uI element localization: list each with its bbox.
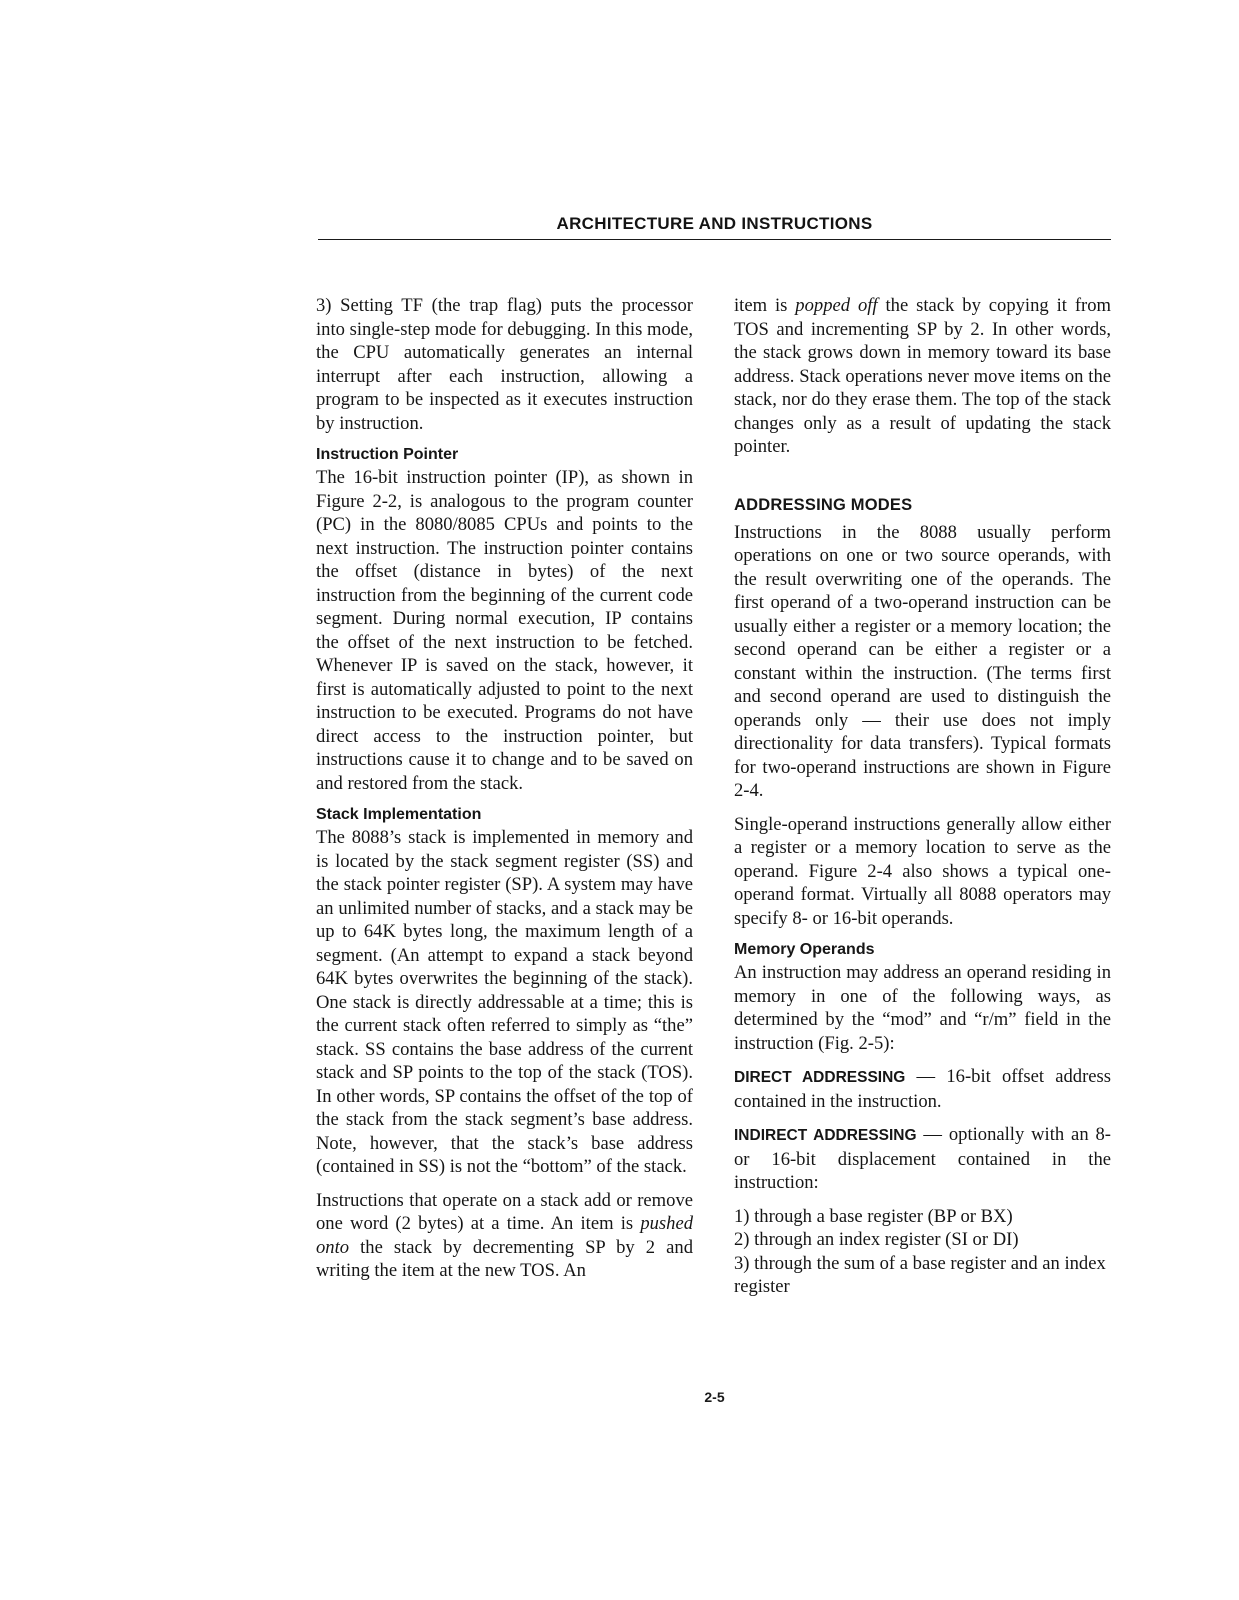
push-text-start: Instructions that operate on a stack add or remove one word (2 bytes) at a time. An item is [316, 1189, 693, 1234]
paragraph-stack-implementation: The 8088’s stack is implemented in memory and is located by the stack segment register (SS) and the stack pointer register (SP). A system may have an unlimited number of stacks, and a stack may be up to 64K bytes long, the maximum length of a segment. (An attempt to expand a stack beyond 64K bytes overwrites the beginning of the stack). One stack is directly addressable at a time; this is the current stack often referred to simply as “the” stack. SS contains the base address of the current stack and SP points to the top of the stack (TOS). In other words, SP contains the offset of the top of the stack from the stack segment’s base address. Note, however, that the stack’s base address (contained in SS) is not the “bottom” of the stack. [316, 827, 693, 1177]
heading-instruction-pointer: Instruction Pointer [316, 446, 459, 463]
indirect-addressing-label: INDIRECT ADDRESSING [734, 1127, 917, 1144]
list-item: 1) through a base register (BP or BX) [734, 1205, 1013, 1227]
push-text-end: the stack by decrementing SP by 2 and writing the item at the new TOS. An [316, 1236, 693, 1281]
indirect-addressing-list [734, 1205, 1111, 1299]
heading-memory-operands: Memory Operands [734, 941, 875, 958]
paragraph-single-operand: Single-operand instructions generally allow either a register or a memory location to serve as the operand. Figure 2-4 also shows a typical one-operand format. Virtually all 8088 operators may specify 8- or 16-bit operands. [734, 813, 1111, 929]
indirect-addressing-text: — optionally with an 8- or 16-bit displacement contained in the instruction: [734, 1124, 1111, 1193]
paragraph-push [316, 1189, 693, 1283]
header-rule [318, 239, 1111, 240]
push-emphasis: pushed onto [316, 1213, 693, 1258]
paragraph-addressing-modes: Instructions in the 8088 usually perform operations on one or two source operands, with the result overwriting one of the operands. The first operand of a two-operand instruction can be usually either a register or a memory location; the second operand can be either a register or a constant within the instruction. (The terms first and second operand are used to distinguish the operands only — their use does not imply directionality for data transfers). Typical formats for two-operand instructions are shown in Figure 2-4. [734, 521, 1111, 801]
pop-text-start: item is [734, 295, 796, 316]
heading-addressing-modes: ADDRESSING MODES [734, 495, 913, 514]
paragraph-pop [734, 294, 1111, 459]
paragraph-indirect-addressing [734, 1123, 1111, 1195]
right-column [734, 294, 1111, 1299]
paragraph-direct-addressing [734, 1065, 1111, 1113]
direct-addressing-label: DIRECT ADDRESSING [734, 1069, 906, 1086]
heading-stack-implementation: Stack Implementation [316, 806, 482, 823]
pop-text-end: the stack by copying it from TOS and incrementing SP by 2. In other words, the stack grows down in memory toward its base address. Stack operations never move items on the stack, nor do they erase them. The top of the stack changes only as a result of updating the stack pointer. [734, 295, 1112, 457]
list-item: 3) through the sum of a base register and an index register [734, 1252, 1106, 1297]
running-header: ARCHITECTURE AND INSTRUCTIONS [556, 214, 873, 233]
paragraph-instruction-pointer: The 16-bit instruction pointer (IP), as shown in Figure 2-2, is analogous to the program counter (PC) in the 8080/8085 CPUs and points to the next instruction. The instruction pointer contains the offset (distance in bytes) of the next instruction from the beginning of the current code segment. During normal execution, IP contains the offset of the next instruction to be fetched. Whenever IP is saved on the stack, however, it first is automatically adjusted to point to the next instruction to be executed. Programs do not have direct access to the instruction pointer, but instructions cause it to change and to be saved on and restored from the stack. [316, 467, 693, 794]
paragraph-trap-flag: 3) Setting TF (the trap flag) puts the processor into single-step mode for debugging. In this mode, the CPU automatically generates an internal interrupt after each instruction, allowing a program to be inspected as it executes instruction by instruction. [316, 295, 693, 434]
page-number: 2-5 [704, 1389, 725, 1405]
pop-emphasis: popped off [795, 295, 878, 316]
paragraph-memory-operands: An instruction may address an operand residing in memory in one of the following ways, as determined by the “mod” and “r/m” field in the instruction (Fig. 2-5): [734, 962, 1111, 1054]
left-column [316, 294, 693, 1293]
list-item: 2) through an index register (SI or DI) [734, 1229, 1019, 1250]
direct-addressing-text: — 16-bit offset address contained in the instruction. [734, 1066, 1111, 1112]
